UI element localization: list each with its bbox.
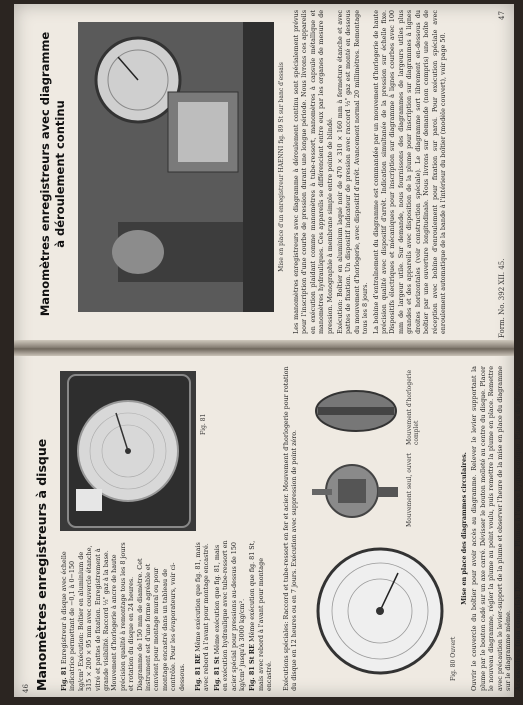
main-description (292, 10, 449, 334)
variant-3-label: Fig. 81 St RE (248, 644, 257, 691)
page-number: 46 (22, 684, 30, 693)
variants-list (194, 536, 276, 691)
title-line-1: Manomètres enregistreurs avec diagramme (38, 31, 52, 317)
variant-1-label: Fig. 81 RE (194, 653, 202, 691)
movement2-caption: Mouvement d'horlogerie complet (406, 369, 420, 445)
movement-caption: Mouvement seul, ouvert (406, 453, 413, 527)
accessory-2: Plumes à l'encre hygroscopique. (514, 441, 523, 547)
title-line-2: à déroulement continu (53, 100, 67, 248)
movement-photo (308, 459, 404, 527)
fig80-photo (308, 543, 448, 681)
fig80-illustration (308, 543, 448, 681)
movement2-illustration (308, 381, 404, 441)
page-47 (18, 2, 514, 342)
movement-illustration (308, 459, 404, 527)
execution-paragraph: Exécution: Boîtier en aluminium laqué noir de 470 × 310 × 160 mm à fermeture étanche et avec pattes de fixation. Un dispositif indicateur de pression avec raccord ½" gaz est monté en dessous du mouvement d'horlogerie, avec dispositif d'arrêt. Avancement normal 20 millimètres. Remontage tous les 8 jours. (336, 10, 370, 334)
page-46 (18, 352, 523, 697)
mise-title: Mise en place des diagrammes circulaires. (460, 452, 468, 605)
movement2-photo (308, 381, 404, 441)
test-bench-illustration (78, 22, 274, 312)
fig81-text: Enregistreur à disque avec échelle indicatrice permettant de −0,1 à 0−150 kg/cm² Exécution: Boîtier en aluminium de 315 × 200 × 95 mm avec couvercle étanche, vitré et pattes de fixation. Enregistrement à grande visibilité. Raccord ½" gaz à la base. Mouvement d'horlogerie à ancre de haute précision qualité à remontage tous les 8 jours et rotation du disque en 24 heures. Diagramme de 150 mm de diamètre. Cet instrument est d'une forme agréable et convient pour montage mural ou pour montage encastré dans un tableau de contrôle. Pour les évaporateurs, voir ci-dessous. (60, 542, 186, 691)
variant-2-label: Fig. 81 St (212, 656, 221, 691)
page-title (38, 14, 68, 334)
book-gutter (14, 340, 514, 356)
page-number: 47 (498, 11, 506, 20)
fig80-caption: Fig. 80 Ouvert (450, 636, 457, 681)
mise-text: Ouvrir le couvercle du boîtier pour avoir accès au diagramme. Relever le levier supportant la plume par le bouton cadé sur un axe carré. Dévisser le bouton molleté au centre du disque. Placer le nouveau diagramme, régler la plume au point voulu, puis remettre la plume en place. Remettre avec précaution le levier-support de la plume et observer l'heure de la mise en place du diagramme sur le diagramme même. (470, 366, 513, 691)
test-bench-photo (78, 22, 274, 312)
fig81-label: Fig. 81 (60, 666, 68, 691)
footer-form-number: Form. No. 392 XII. 45. (498, 258, 506, 338)
page-title: Manomètres enregistreurs à disque (34, 438, 49, 691)
accessory-1: Diagrammes (514, 550, 523, 593)
variant-1-text: Même exécution que fig. 81, mais avec rebord à l'avant pour montage encastré. (194, 542, 211, 691)
accessories-label: Accessoires (non compris): (514, 594, 523, 691)
fig81-description (60, 541, 188, 691)
special-executions: Exécutions spéciales: Raccord et tube-ressort en fer et acier. Mouvement d'horlogerie pour rotation du disque en 12 heures ou en 7 jours. Exécution avec suppression de point zéro. (282, 366, 299, 691)
accessory-3: Plumes de réserve. (514, 377, 523, 440)
recorder-photo (60, 371, 196, 531)
test-bench-caption: Mise en place d'un enregistreur HAENNI fig. 89 St sur banc d'essais (278, 62, 285, 272)
intro-paragraph: Les manomètres enregistreurs avec diagramme à déroulement continu sont spécialement prévus pour l'inscription d'une courbe de pression durant une longue période. Nous livrons ces appareils en exécution plaidant comme manomètres à tube-ressort, manomètres à capsule métallique et manomètres hydrauliques. Ces appareils se différencient entre eux par les organes de mesure de pression. Monographie à membrane simple entre pointe de blindé. (292, 10, 334, 334)
variant-2-text: Même exécution que fig. 81, mais en exécution hydraulique avec tube-ressort en acier spécial pour pressions au-dessus de 150 kg/cm² jusqu'à 3000 kg/cm². (212, 540, 247, 691)
fig81-caption: Fig. 81 (200, 413, 207, 435)
details-paragraph: La bobine d'entraînement du diagramme est commandée par un mouvement d'horlogerie de haute précision qualité avec dispositif d'arrêt. Indication simultanée de la pression sur échelle fixe. Dispositifs électriques et mécaniques pour inscription sur diagramme à lignes courbes avec 100 mm de largeur utile. Sur demande, nous fournissons des diagrammes de largeurs utiles plus grandes et des appareils avec disposition de la plume pour inscription sur diagrammes à lignes droites horizontales (voir construction spéciale). Le diagramme sort librement en-dessous du boîtier par une ouverture longitudinale. Nous livrons sur demande (non compris) une boîte de réception avec bobine d'enroulement pour fixation sur paroi. Pour exécution spéciale avec enroulement automatique de la bande à l'intérieur du boîtier (modèle couvert), voir page 50. (371, 10, 447, 334)
mise-en-place-section: Mise en place des diagrammes circulaires. Ouvrir le couvercle du boîtier pour avoir accès au diagramme. Relever le levier supportant la plume par le bouton cadé sur un axe carré. Dévisser le bouton molleté au centre du disque. Placer le nouveau diagramme, régler la plume au point voulu, puis remettre la plume en place. Remettre avec précaution le levier-support de la plume et observer l'heure de la mise en place du diagramme sur le diagramme même. Accessoires (non compris): Diagrammes, Plumes à l'encre hygroscopique. Plumes de réserve. (460, 366, 523, 691)
recorder-illustration (60, 371, 196, 531)
variant-3-text: Même exécution que fig. 81 St, mais avec rebord à l'avant pour montage encastré. (248, 540, 274, 691)
